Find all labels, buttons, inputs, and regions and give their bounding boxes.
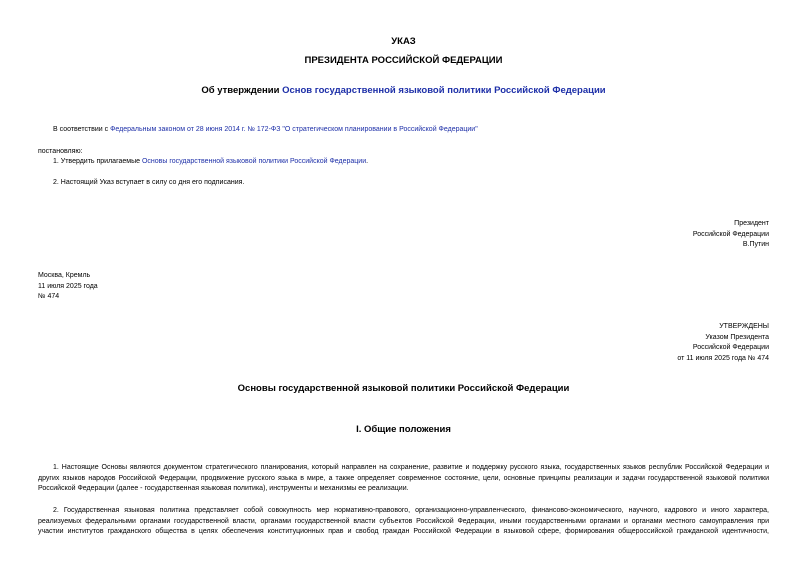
- document-title: Основы государственной языковой политики Российской Федерации: [237, 383, 570, 394]
- number-line: № 474: [38, 293, 60, 300]
- paragraph-2: [38, 506, 769, 538]
- approved-line-1: УТВЕРЖДЕНЫ: [719, 323, 769, 330]
- paragraph-1-line-3: Российской Федерации (далее - государственная языковая политика), инструменты и механизмы ее реализации.: [38, 485, 409, 492]
- section-heading: I. Общие положения: [356, 424, 451, 435]
- signature-line-1: Президент: [734, 220, 769, 227]
- place-line: Москва, Кремль: [38, 272, 91, 279]
- decree-heading: УКАЗ: [391, 36, 416, 47]
- paragraph-2-line-1: 2. Государственная языковая политика представляет собой совокупность мер нормативно-правового, организационно-управленческого, финансово-экономического, научного, кадрового и иного характера,: [53, 507, 769, 514]
- approved-line-3: Российской Федерации: [692, 344, 769, 351]
- paragraph-2-line-3: участии институтов гражданского общества в целях обеспечения конституционных прав и свобод граждан Российской Федерации в языковой сфере, формирования общероссийской гражданской идентичности,: [38, 528, 769, 535]
- signature-block: [693, 219, 769, 251]
- date-line: 11 июля 2025 года: [38, 282, 98, 290]
- paragraph-1-line-1: 1. Настоящие Основы являются документом стратегического планирования, который направлен на сохранение, развитие и поддержку русского языка, государственных языков республик Российской Федерации и: [53, 464, 769, 471]
- decree-title-link[interactable]: Основ государственной языковой политики Российской Федерации: [282, 85, 606, 96]
- approved-block: [677, 322, 769, 364]
- preamble-prefix: В соответствии с: [53, 126, 111, 133]
- decree-title-prefix: Об утверждении: [201, 85, 283, 96]
- decree-item-1: [53, 157, 368, 168]
- decree-item-2: 2. Настоящий Указ вступает в силу со дня его подписания.: [53, 179, 245, 186]
- osnovy-link[interactable]: Основы государственной языковой политики Российской Федерации: [141, 158, 367, 165]
- decree-item-1-suffix: .: [366, 158, 369, 165]
- paragraph-1-line-2: других языков народов Российской Федерации, продвижение русского языка в мире, а также определяет современное состояние, цели, основные принципы реализации и задачи государственной языковой политики: [38, 474, 769, 482]
- place-date-block: [38, 271, 98, 303]
- paragraph-2-line-2: реализуемых федеральными органами государственной власти, органами государственной власти субъектов Российской Федерации, иными государственными органами и органами местного самоуправления при: [38, 517, 769, 525]
- approved-line-4: от 11 июля 2025 года № 474: [677, 354, 769, 362]
- federal-law-link[interactable]: Федеральным законом от 28 июня 2014 г. № 172-ФЗ "О стратегическом планировании в Российской Федерации": [110, 126, 478, 133]
- approved-line-2: Указом Президента: [705, 333, 769, 341]
- decree-item-1-prefix: 1. Утвердить прилагаемые: [53, 158, 142, 165]
- decree-title: [0, 85, 807, 96]
- preamble: [53, 125, 478, 136]
- postanovlyayu: постановляю:: [38, 148, 83, 155]
- decree-issuer: ПРЕЗИДЕНТА РОССИЙСКОЙ ФЕДЕРАЦИИ: [304, 55, 503, 66]
- signature-line-2: Российской Федерации: [692, 230, 769, 238]
- paragraph-1: [38, 463, 769, 495]
- signature-line-3: В.Путин: [742, 241, 769, 248]
